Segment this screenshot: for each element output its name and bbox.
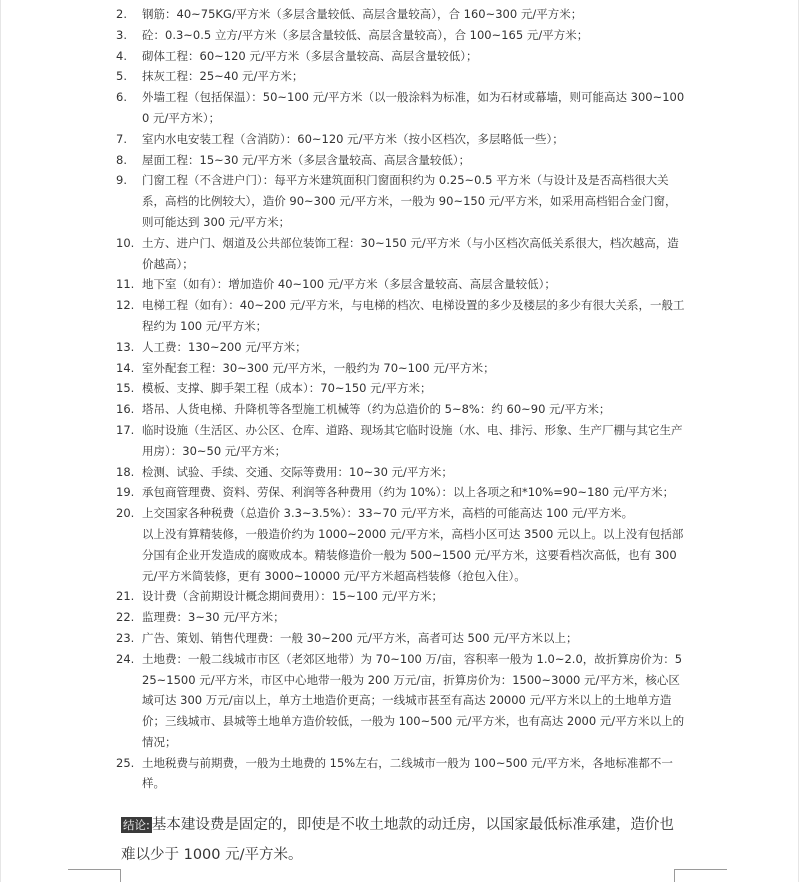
- list-item-number: 24.: [116, 651, 135, 666]
- list-item-text: 门窗工程（不含进户门）：每平方米建筑面积门窗面积约为 0.25~0.5 平方米（与设计及是否高档很大关系，高档的比例较大），造价 90~300 元/平方米，一般为 90~150 元/平方米，如采用高档铝合金门窗，则可能达到 300 元/平方米；: [142, 173, 677, 229]
- list-item: [116, 295, 686, 337]
- list-item: [116, 233, 686, 275]
- list-item-number: 6.: [116, 90, 127, 105]
- list-item-number: 5.: [116, 69, 127, 84]
- list-item: [116, 274, 686, 295]
- list-item: [116, 503, 686, 586]
- list-item-number: 4.: [116, 48, 127, 63]
- list-item-note: 以上没有算精装修，一般造价约为 1000~2000 元/平方米，高档小区可达 3500 元以上。以上没有包括部分国有企业开发造成的腐败成本。精装修造价一般为 500~1500 元/平方米，这要看档次高低，也有 300 元/平方米简装修，更有 3000~10000 元/平方米超高档装修（抢包入住）。: [142, 526, 684, 583]
- cost-item-list: [116, 4, 686, 794]
- list-item-text: 抹灰工程：25~40 元/平方米；: [142, 69, 304, 84]
- list-item-text: 土地费：一般二线城市市区（老郊区地带）为 70~100 万/亩，容积率一般为 1.0~2.0，故折算房价为：525~1500 元/平方米，市区中心地带一般为 200 万元/亩，折算房价为：1500~3000 元/平方米，核心区域可达 300 万元/亩以上，单方土地造价更高；一线城市甚至有高达 20000 元/平方米以上的土地单方造价；三线城市、县城等土地单方造价较低，一般为 100~500 元/平方米，也有高达 2000 元/平方米以上的情况；: [142, 651, 685, 749]
- list-item-number: 7.: [116, 131, 127, 146]
- list-item-number: 3.: [116, 27, 127, 42]
- list-item-text: 土方、进户门、烟道及公共部位装饰工程：30~150 元/平方米（与小区档次高低关系很大，档次越高，造价越高）；: [142, 235, 679, 271]
- list-item-text: 设计费（含前期设计概念期间费用）：15~100 元/平方米；: [142, 589, 443, 604]
- list-item-number: 17.: [116, 422, 135, 437]
- list-item-text: 外墙工程（包括保温）：50~100 元/平方米（以一般涂料为标准，如为石材或幕墙，则可能高达 300~1000 元/平方米）；: [142, 90, 685, 125]
- list-item-text: 人工费：130~200 元/平方米；: [142, 339, 307, 354]
- list-item: [116, 87, 686, 129]
- list-item-number: 23.: [116, 630, 135, 645]
- list-item: [116, 628, 686, 649]
- list-item-text: 承包商管理费、资料、劳保、利润等各种费用（约为 10%）：以上各项之和*10%=90~180 元/平方米；: [142, 485, 675, 500]
- list-item-number: 15.: [116, 381, 135, 396]
- list-item-number: 2.: [116, 7, 127, 21]
- list-item-text: 上交国家各种税费（总造价 3.3~3.5%）：33~70 元/平方米，高档的可能高达 100 元/平方米。: [142, 506, 634, 521]
- list-item-text: 钢筋：40~75KG/平方米（多层含量较低、高层含量较高），合 160~300 元/平方米；: [142, 7, 583, 21]
- list-item: [116, 25, 686, 46]
- list-item-text: 监理费：3~30 元/平方米；: [142, 610, 285, 625]
- list-item-text: 砌体工程：60~120 元/平方米（多层含量较高、高层含量较低）；: [142, 48, 478, 63]
- list-item-text: 地下室（如有）：增加造价 40~100 元/平方米（多层含量较高、高层含量较低）；: [142, 277, 556, 292]
- list-item-number: 10.: [116, 235, 135, 250]
- page-corner-mark-left: [68, 869, 121, 882]
- list-item: [116, 399, 686, 420]
- list-item: [116, 607, 686, 628]
- list-item-text: 砼：0.3~0.5 立方/平方米（多层含量较低、高层含量较高），合 100~165 元/平方米；: [142, 27, 589, 42]
- list-item: [116, 337, 686, 358]
- page-corner-mark-right: [674, 869, 727, 882]
- list-item-number: 18.: [116, 464, 135, 479]
- list-item-number: 21.: [116, 589, 135, 604]
- list-item-text: 屋面工程：15~30 元/平方米（多层含量较高、高层含量较低）；: [142, 152, 471, 167]
- list-item-number: 20.: [116, 506, 135, 521]
- list-item: [116, 378, 686, 399]
- conclusion-paragraph: [121, 810, 677, 870]
- list-item-number: 8.: [116, 152, 127, 167]
- list-item-number: 13.: [116, 339, 135, 354]
- list-item-text: 塔吊、人货电梯、升降机等各型施工机械等（约为总造价的 5~8%：约 60~90 元/平方米；: [142, 402, 611, 417]
- list-item: [116, 649, 686, 753]
- list-item: [116, 46, 686, 67]
- list-item-number: 25.: [116, 755, 135, 770]
- list-item: [116, 66, 686, 87]
- list-item: [116, 170, 686, 232]
- list-item: [116, 753, 686, 795]
- list-item-text: 室外配套工程：30~300 元/平方米，一般约为 70~100 元/平方米；: [142, 360, 495, 375]
- list-item: [116, 150, 686, 171]
- page-edge-left: [0, 0, 1, 882]
- list-item-text: 土地税费与前期费，一般为土地费的 15%左右，二线城市一般为 100~500 元/平方米，各地标准都不一样。: [142, 755, 673, 791]
- conclusion-text: 基本建设费是固定的，即使是不收土地款的动迁房，以国家最低标准承建，造价也难以少于 1000 元/平方米。: [121, 817, 674, 863]
- list-item: [116, 586, 686, 607]
- list-item-number: 11.: [116, 277, 135, 292]
- list-item-text: 电梯工程（如有）：40~200 元/平方米，与电梯的档次、电梯设置的多少及楼层的多少有很大关系，一般工程约为 100 元/平方米；: [142, 298, 685, 333]
- list-item: [116, 482, 686, 503]
- list-item-number: 19.: [116, 485, 135, 500]
- list-item-number: 12.: [116, 298, 135, 313]
- list-item-text: 临时设施（生活区、办公区、仓库、道路、现场其它临时设施（水、电、排污、形象、生产厂棚与其它生产用房）：30~50 元/平方米；: [142, 422, 683, 458]
- list-item: [116, 358, 686, 379]
- list-item: [116, 4, 686, 25]
- list-item-number: 9.: [116, 173, 127, 188]
- list-item: [116, 420, 686, 462]
- list-item-text: 模板、支撑、脚手架工程（成本）：70~150 元/平方米；: [142, 381, 432, 396]
- list-item-text: 室内水电安装工程（含消防）：60~120 元/平方米（按小区档次，多层略低一些）；: [142, 131, 564, 146]
- list-item-number: 16.: [116, 402, 135, 417]
- list-item-number: 14.: [116, 360, 135, 375]
- list-item-text: 检测、试验、手续、交通、交际等费用：10~30 元/平方米；: [142, 464, 453, 479]
- list-item-number: 22.: [116, 610, 135, 625]
- list-item: [116, 462, 686, 483]
- list-item: [116, 129, 686, 150]
- conclusion-tag: 结论:: [123, 818, 150, 832]
- list-item-text: 广告、策划、销售代理费：一般 30~200 元/平方米，高者可达 500 元/平方米以上；: [142, 630, 578, 645]
